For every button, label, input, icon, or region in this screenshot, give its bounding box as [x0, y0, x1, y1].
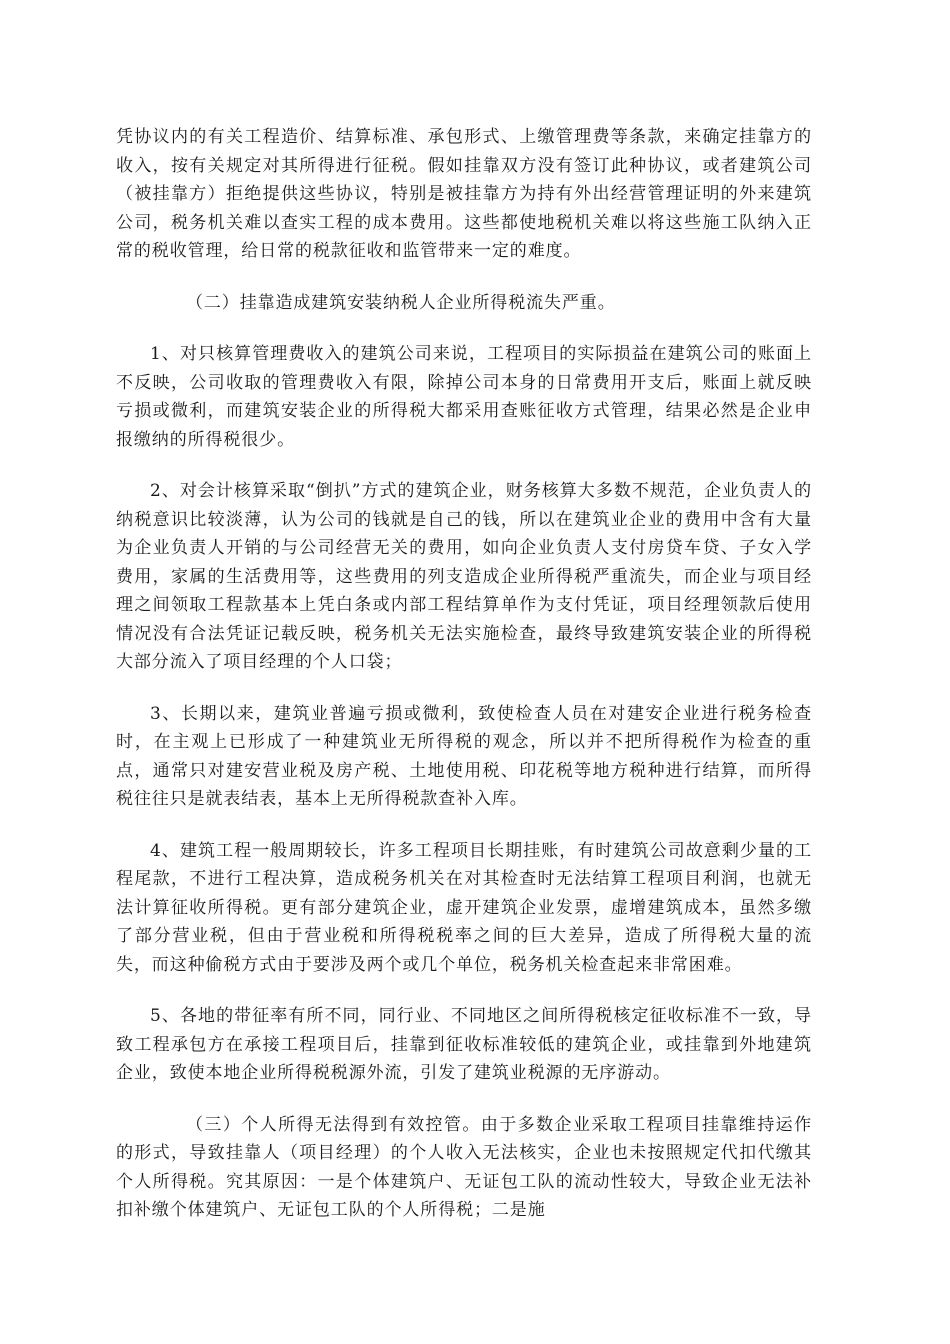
section-paragraph-3: （三）个人所得无法得到有效控管。由于多数企业采取工程项目挂靠维持运作的形式，导致挂靠人（项目经理）的个人收入无法核实，企业也未按照规定代扣代缴其个人所得税。究其原因：一是个体建筑户、无证包工队的流动性较大，导致企业无法补扣补缴个体建筑户、无证包工队的个人所得税；二是施 [116, 1114, 812, 1220]
paragraph-item-3: 3、长期以来，建筑业普遍亏损或微利，致使检查人员在对建安企业进行税务检查时，在主观上已形成了一种建筑业无所得税的观念，所以并不把所得税作为检查的重点，通常只对建安营业税及房产税、土地使用税、印花税等地方税种进行结算，而所得税往往只是就表结表，基本上无所得税款查补入库。 [116, 703, 812, 809]
document-body [116, 123, 812, 1248]
section-heading-2: （二）挂靠造成建筑安装纳税人企业所得税流失严重。 [186, 292, 616, 313]
paragraph-item-1: 1、对只核算管理费收入的建筑公司来说，工程项目的实际损益在建筑公司的账面上不反映，公司收取的管理费收入有限，除掉公司本身的日常费用开支后，账面上就反映亏损或微利，而建筑安装企业的所得税大都采用查账征收方式管理，结果必然是企业申报缴纳的所得税很少。 [116, 344, 812, 450]
paragraph-item-5: 5、各地的带征率有所不同，同行业、不同地区之间所得税核定征收标准不一致，导致工程承包方在承接工程项目后，挂靠到征收标准较低的建筑企业，或挂靠到外地建筑企业，致使本地企业所得税税源外流，引发了建筑业税源的无序游动。 [116, 1006, 812, 1083]
paragraph-item-2: 2、对会计核算采取“倒扒”方式的建筑企业，财务核算大多数不规范，企业负责人的纳税意识比较淡薄，认为公司的钱就是自己的钱，所以在建筑业企业的费用中含有大量为企业负责人开销的与公司经营无关的费用，如向企业负责人支付房贷车贷、子女入学费用，家属的生活费用等，这些费用的列支造成企业所得税严重流失，而企业与项目经理之间领取工程款基本上凭白条或内部工程结算单作为支付凭证，项目经理领款后使用情况没有合法凭证记载反映，税务机关无法实施检查，最终导致建筑安装企业的所得税大部分流入了项目经理的个人口袋； [116, 481, 812, 672]
paragraph-continuation: 凭协议内的有关工程造价、结算标准、承包形式、上缴管理费等条款，来确定挂靠方的收入，按有关规定对其所得进行征税。假如挂靠双方没有签订此种协议，或者建筑公司（被挂靠方）拒绝提供这些协议，特别是被挂靠方为持有外出经营管理证明的外来建筑公司，税务机关难以查实工程的成本费用。这些都使地税机关难以将这些施工队纳入正常的税收管理，给日常的税款征收和监管带来一定的难度。 [116, 127, 812, 261]
paragraph-item-4: 4、建筑工程一般周期较长，许多工程项目长期挂账，有时建筑公司故意剩少量的工程尾款，不进行工程决算，造成税务机关在对其检查时无法结算工程项目利润，也就无法计算征收所得税。更有部分建筑企业，虚开建筑企业发票，虚增建筑成本，虽然多缴了部分营业税，但由于营业税和所得税税率之间的巨大差异，造成了所得税大量的流失，而这种偷税方式由于要涉及两个或几个单位，税务机关检查起来非常困难。 [116, 840, 812, 975]
